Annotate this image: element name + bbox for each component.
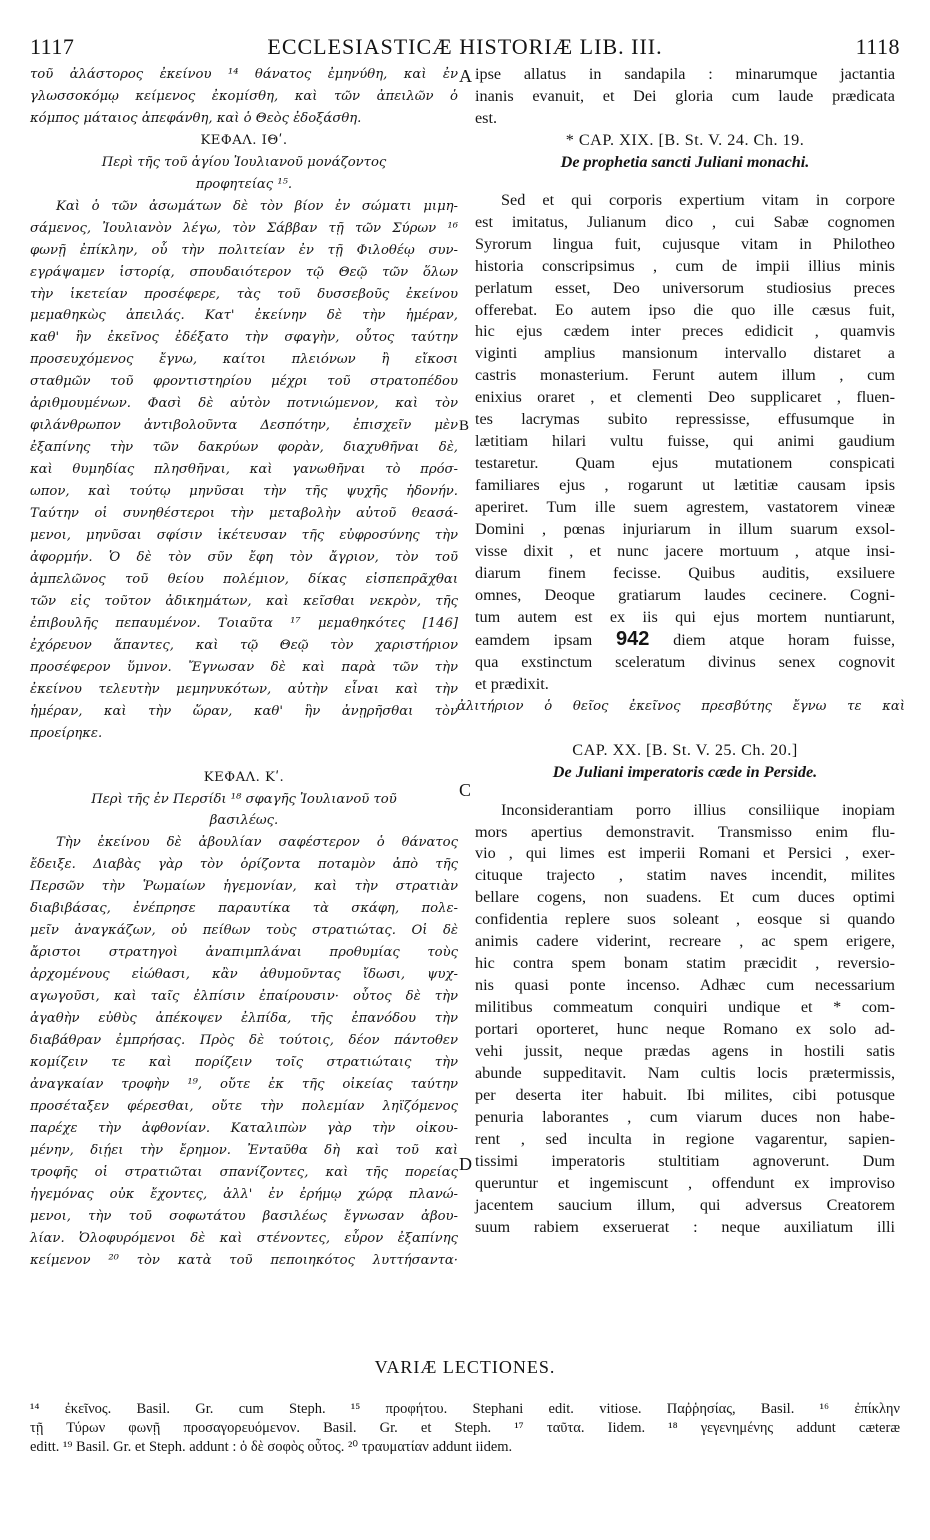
latin-line: cituque trajecto , statim naves incendit, milites xyxy=(475,866,895,885)
greek-chapter-19-subtitle: Περὶ τῆς τοῦ ἁγίου Ἰουλιανοῦ μονάζοντος xyxy=(101,154,387,170)
note-line: τῇ Τύρων φωνῇ προσαγορευόμενον. Basil. Gr. et Steph. ¹⁷ ταῦτα. Iidem. ¹⁸ γεγενημένης addunt cæteræ xyxy=(30,1420,900,1436)
greek-line: γλωσσοκόμῳ κείμενος ἐκομίσθη, καὶ τῶν ἀπειλῶν ὁ xyxy=(30,88,458,104)
greek-line: σάμενος, Ἰουλιανὸν λέγω, τὸν Σάββαν τῇ τῶν Σύρων ¹⁶ xyxy=(30,220,458,236)
latin-line: Domini , pœnas injuriarum in illum suarum exsol- xyxy=(475,520,895,539)
latin-line: suum rabiem exseruerat : neque auxiliatum illi xyxy=(475,1217,895,1236)
note-line: ¹⁴ ἐκεῖνος. Basil. Gr. cum Steph. ¹⁵ προφήτου. Stephani edit. vitiose. Παῤῥησίας, Basil. ¹⁶ ἐπίκλην xyxy=(30,1401,900,1417)
greek-chapter-20-subtitle: Περὶ τῆς ἐν Περσίδι ¹⁸ σφαγῆς Ἰουλιανοῦ τοῦ xyxy=(91,791,397,807)
latin-line: perlatum esset, Deo universorum studiosius preces xyxy=(475,278,895,297)
latin-line: et prædixit. xyxy=(475,674,549,693)
folio-number: 942 xyxy=(616,627,650,650)
latin-line: castris monasterium. Ferunt autem illum , cum xyxy=(475,366,895,385)
greek-line: μενοι, τὴν τοῦ σοφωτάτου βασιλέως ἔγνωσαν ἀβου- xyxy=(30,1208,458,1224)
latin-line: rent , sed inculta in regione vagarentur, sapien- xyxy=(475,1129,895,1148)
latin-chapter-20-subtitle: De Juliani imperatoris cæde in Perside. xyxy=(552,762,818,781)
greek-line: καὶ θυμηδίας πλησθῆναι, καὶ γανωθῆναι τὸ πρόσ- xyxy=(30,462,458,478)
greek-line: φωνῇ ἐπίκλην, οὗ τὴν πολιτείαν ἐν τῇ Φιλοθέῳ συν- xyxy=(30,242,458,258)
latin-line: animis cadere viderint, recreare , ac spem erigere, xyxy=(475,932,895,951)
greek-line: ἐπιβουλῆς πεπαυμένον. Τοιαῦτα ¹⁷ μεμαθηκότες [146] xyxy=(30,615,458,631)
margin-letter-b: B xyxy=(459,418,470,434)
greek-chapter-19-heading: ΚΕΦΑΛ. ΙΘʹ. xyxy=(200,132,288,148)
greek-line: Περσῶν τὴν Ῥωμαίων ἡγεμονίαν, καὶ τὴν στρατιὰν xyxy=(30,879,458,895)
greek-line: Ταύτην οἱ συνηθέστεροι τὴν μεταβολὴν αὐτοῦ θεασά- xyxy=(30,506,458,522)
greek-line: ἐχόρευον ἅπαντες, καὶ τῷ Θεῷ τὸν χαριστήριον xyxy=(30,637,458,653)
latin-line: est imitatus, Julianum dico , cui Sabæ cognomen xyxy=(475,212,895,231)
greek-line: ωπον, καὶ τούτῳ μηνῦσαι τὴν τῆς ψυχῆς ἡδονήν. xyxy=(30,484,458,500)
latin-line: historia conscripsimus , cum de impii illius minis xyxy=(475,256,895,275)
running-title: ECCLESIASTICÆ HISTORIÆ LIB. III. xyxy=(267,34,663,59)
latin-line: militibus commeatum conquiri undique et * com- xyxy=(475,998,895,1017)
latin-line: lætitiam hilari vultu fuisse, qui animi gaudium xyxy=(475,432,895,451)
latin-line: tum autem est ex iis qui ejus mortem nuntiarunt, xyxy=(475,607,895,626)
latin-line xyxy=(475,629,895,652)
latin-line: visse dixit , et nunc jacere mortuum , atque insi- xyxy=(475,542,895,561)
greek-line: προσευχόμενος ἔγνω, καίτοι πλειόνων ἢ εἴκοσι xyxy=(30,352,458,368)
greek-line: κόμπος μάταιος ἀπεφάνθη, καὶ ὁ Θεὸς ἐδοξάσθη. xyxy=(30,110,362,126)
latin-chapter-19-heading: * CAP. XIX. [B. St. V. 24. Ch. 19. xyxy=(565,130,805,149)
latin-line: per deserta iter habuit. Ibi milites, cibi potusque xyxy=(475,1085,895,1104)
latin-line: queruntur et ingemiscunt , offendunt ex improviso xyxy=(475,1173,895,1192)
latin-line: abunde suppeditavit. Nam cultis locis prætermissis, xyxy=(475,1063,895,1082)
latin-line: aperiret. Tum ille suem agrestem, vastatorem vineæ xyxy=(475,498,895,517)
running-header xyxy=(30,34,900,62)
latin-line: omnes, Deoque gratiarum laudes cecinere. Cogni- xyxy=(475,585,895,604)
note-line: editt. ¹⁹ Basil. Gr. et Steph. addunt : ὁ δὲ σοφὸς οὗτος. ²⁰ τραυματίαν addunt iidem. xyxy=(30,1439,513,1455)
latin-line: familiares ejus , rogarunt ut lætitiæ causam ipsis xyxy=(475,476,895,495)
greek-line: μεῖν ἀναγκάζων, οὐ πείθων τοὺς στρατιώτας. Οἱ δὲ xyxy=(30,923,458,939)
greek-line: ἀρχομένους εἰώθασι, κἂν ἀθυμοῦντας ἴδωσι, ψυχ- xyxy=(30,967,458,983)
page-number-right: 1118 xyxy=(855,34,900,59)
greek-line: διαβάθραν ἐμπρήσας. Πρὸς δὲ τούτοις, δέον πάντοθεν xyxy=(30,1032,458,1048)
margin-letter-a: A xyxy=(459,66,472,86)
latin-line: confidentia replere suos soleant , eosque si quando xyxy=(475,910,895,929)
greek-chapter-20-subtitle: βασιλέως. xyxy=(209,813,279,829)
greek-line: κείμενον ²⁰ τὸν κατὰ τοῦ πεποιηκότος λυττήσαντα· xyxy=(30,1252,458,1268)
greek-line: ἀναγκαίαν τροφὴν ¹⁹, οὔτε ἐκ τῆς οἰκείας ταύτην xyxy=(30,1076,458,1092)
greek-line: μενοι, μηνῦσαι σφίσιν ἱκέτευσαν τῆς εὐφροσύνης τὴν xyxy=(30,528,458,544)
latin-line: diarum finem fecisse. Quibus auditis, exsiluere xyxy=(475,563,895,582)
latin-line: bellare cogens, non suadens. Et cum duces optimi xyxy=(475,888,895,907)
page-number-left: 1117 xyxy=(30,34,75,59)
greek-line: ἀγαθὴν εὐθὺς ἀπέκοψεν ἐλπίδα, τῆς ἐπανόδου τὴν xyxy=(30,1011,458,1027)
latin-line: vio , qui limes est imperii Romani et Persici , exer- xyxy=(475,844,895,863)
latin-line-part: eamdem ipsam xyxy=(475,630,593,649)
latin-line: tissimi imperatoris stultitiam agnoverunt. Dum xyxy=(475,1151,895,1170)
greek-line: κομίζειν τε καὶ πορίζειν τοῖς στρατιώταις τὴν xyxy=(30,1054,458,1070)
greek-line: ἀριθμουμένων. Φασὶ δὲ αὐτὸν ποτνιώμενον, καὶ τὸν xyxy=(30,396,458,412)
latin-column xyxy=(457,64,905,1239)
greek-line: τὴν ἱκετείαν προσέφερε, τὰς τοῦ δυσσεβοῦς ἐκείνου xyxy=(30,286,458,302)
latin-chapter-19-subtitle: De prophetia sancti Juliani monachi. xyxy=(560,152,810,171)
greek-line: προείρηκε. xyxy=(30,725,103,741)
latin-line: portari oporteret, hunc neque Romano ex solo ad- xyxy=(475,1020,895,1039)
greek-line: λίαν. Ὀλοφυρόμενοι δὲ καὶ στένοντες, εὗρον ἐξαπίνης xyxy=(30,1230,458,1246)
greek-chapter-19-subtitle: προφητείας ¹⁵. xyxy=(195,176,293,192)
greek-line: τροφῆς οἱ στρατιῶται σπανίζοντες, καὶ τῆς πορείας xyxy=(30,1164,458,1180)
latin-line: Syrorum lingua fuit, cujusque vitam in Philotheo xyxy=(475,234,895,253)
variae-lectiones-notes xyxy=(30,1400,900,1457)
greek-line: μεμαθηκὼς ἀπειλάς. Κατ' ἐκείνην δὲ τὴν ἡμέραν, xyxy=(30,308,458,324)
latin-line: vehi jussit, neque prædas agens in hostili satis xyxy=(475,1042,895,1061)
latin-line: jacentem saucium illum, qui adversus Creatorem xyxy=(475,1195,895,1214)
greek-line: Τὴν ἐκείνου δὲ ἀβουλίαν σαφέστερον ὁ θάνατος xyxy=(56,835,458,851)
latin-line: Inconsiderantiam porro illius consiliique inopiam xyxy=(501,800,895,819)
latin-line: Sed et qui corporis expertium vitam in corpore xyxy=(501,190,895,209)
latin-line: tes lacrymas subito repressisse, effusumque in xyxy=(475,410,895,429)
greek-column xyxy=(30,64,458,1271)
greek-line: ἀφορμήν. Ὁ δὲ τὸν σῦν ἔφη τὸν ἄγριον, τὸν τοῦ xyxy=(30,549,458,565)
greek-line: αγωγοῦσι, καὶ ταῖς ἐλπίσιν ἐπαίρουσιν· οὗτος δὲ τὴν xyxy=(30,989,458,1005)
margin-letter-d: D xyxy=(459,1154,472,1174)
latin-chapter-20-heading: CAP. XX. [B. St. V. 25. Ch. 20.] xyxy=(572,740,798,759)
latin-line: ipse allatus in sandapila : minarumque jactantia xyxy=(475,65,895,83)
latin-line-part: diem atque horam fuisse, xyxy=(673,630,896,649)
margin-letter-c: C xyxy=(459,780,472,800)
latin-line: mors apertius demonstravit. Transmisso enim flu- xyxy=(475,822,895,841)
latin-line: inanis evanuit, et Dei gloria cum laude prædicata xyxy=(475,86,895,105)
greek-line: ἀμπελῶνος τοῦ θείου πολέμιον, δίκας εἰσπεπρᾶχθαι xyxy=(30,571,458,587)
latin-line: hic ejus cædem inter preces edidicit , quamvis xyxy=(475,322,895,341)
latin-line: enixius oraret , et clementi Deo supplicaret , fluen- xyxy=(475,388,895,407)
latin-line: testaretur. Quam ejus mutationem conspicati xyxy=(475,454,895,473)
latin-line: qua exstinctum sceleratum divinus senex cognovit xyxy=(475,652,895,671)
greek-line: καθ' ἣν ἐκεῖνος ἐδέξατο τὴν σφαγὴν, οὗτος ταύτην xyxy=(30,330,458,346)
greek-line: φιλάνθρωπον ἀντιβολοῦντα Δεσπότην, ἐπισχεῖν μὲν xyxy=(30,418,458,434)
variae-lectiones-title: VARIÆ LECTIONES. xyxy=(374,1357,556,1377)
greek-line: Καὶ ὁ τῶν ἀσωμάτων δὲ τὸν βίον ἐν σώματι μιμη- xyxy=(56,198,458,214)
latin-line: hic contra spem bonam statim præcidit , reversio- xyxy=(475,954,895,973)
latin-line: offerebat. Eo autem ipso die quo ille cæsus fuit, xyxy=(475,300,895,319)
greek-line: ἐξαπίνης τὴν τῶν δακρύων φορὰν, διαχυθῆναι δὲ, xyxy=(30,440,458,456)
greek-line: ἐκείνου τελευτὴν μεμηνυκότων, αὐτὴν εἶναι καὶ τὴν xyxy=(30,681,458,697)
latin-line: penuria laborantes , cum viarum duces non habe- xyxy=(475,1107,895,1126)
greek-line: τῶν εἰς τοῦτον ἀδικημάτων, καὶ κεῖσθαι νεκρὸν, τῆς xyxy=(30,593,458,609)
greek-line: προσέφερον ὕμνον. Ἔγνωσαν δὲ καὶ παρὰ τῶν τὴν xyxy=(30,659,458,675)
greek-line: ἄριστοι στρατηγοὶ ἀναπιμπλάναι προθυμίας τοὺς xyxy=(30,945,458,961)
latin-line: est. xyxy=(475,108,498,127)
greek-continuation-line: ἀλιτήριον ὁ θεῖος ἐκεῖνος πρεσβύτης ἔγνω τε καὶ xyxy=(457,698,905,714)
greek-line: τοῦ ἀλάστορος ἐκείνου ¹⁴ θάνατος ἐμηνύθη, καὶ ἐν xyxy=(30,67,458,82)
greek-line: ἔδειξε. Διαβὰς γὰρ τὸν ὁρίζοντα ποταμὸν ἀπὸ τῆς xyxy=(30,857,458,873)
greek-line: παρέχε τὴν ἀφθονίαν. Καταλιπὼν γὰρ τὴν οἰκου- xyxy=(30,1120,458,1136)
greek-line: ἡμέραν, καὶ τὴν ὥραν, καθ' ἣν ἀνῃρῆσθαι τὸν xyxy=(30,703,458,719)
latin-line: viginti amplius mansionum intervallo distaret a xyxy=(475,344,895,363)
greek-line: προσέταξεν φέρεσθαι, οὔτε τὴν πολεμίαν ληϊζόμενος xyxy=(30,1098,458,1114)
greek-line: εγράψαμεν ἱστορίᾳ, σπουδαιότερον τῷ Θεῷ τῶν ὅλων xyxy=(30,264,458,280)
latin-line: nis quasi ponte incenso. Adhæc cum necessarium xyxy=(475,976,895,995)
greek-chapter-20-heading: ΚΕΦΑΛ. Κʹ. xyxy=(203,769,285,785)
greek-line: μένην, διῄει τὴν ἔρημον. Ἐνταῦθα δὴ καὶ τοῦ καὶ xyxy=(30,1142,458,1158)
greek-line: ἡγεμόνας οὐκ ἔχοντες, ἀλλ' ἐν ἐρήμῳ χώρᾳ πλανώ- xyxy=(30,1186,458,1202)
greek-line: διαβιβάσας, ἐνέπρησε παραυτίκα τὰ σκάφη, πολε- xyxy=(30,901,458,917)
greek-line: σταθμῶν τοῦ φροντιστηρίου μέχρι τοῦ στρατοπέδου xyxy=(30,374,458,390)
